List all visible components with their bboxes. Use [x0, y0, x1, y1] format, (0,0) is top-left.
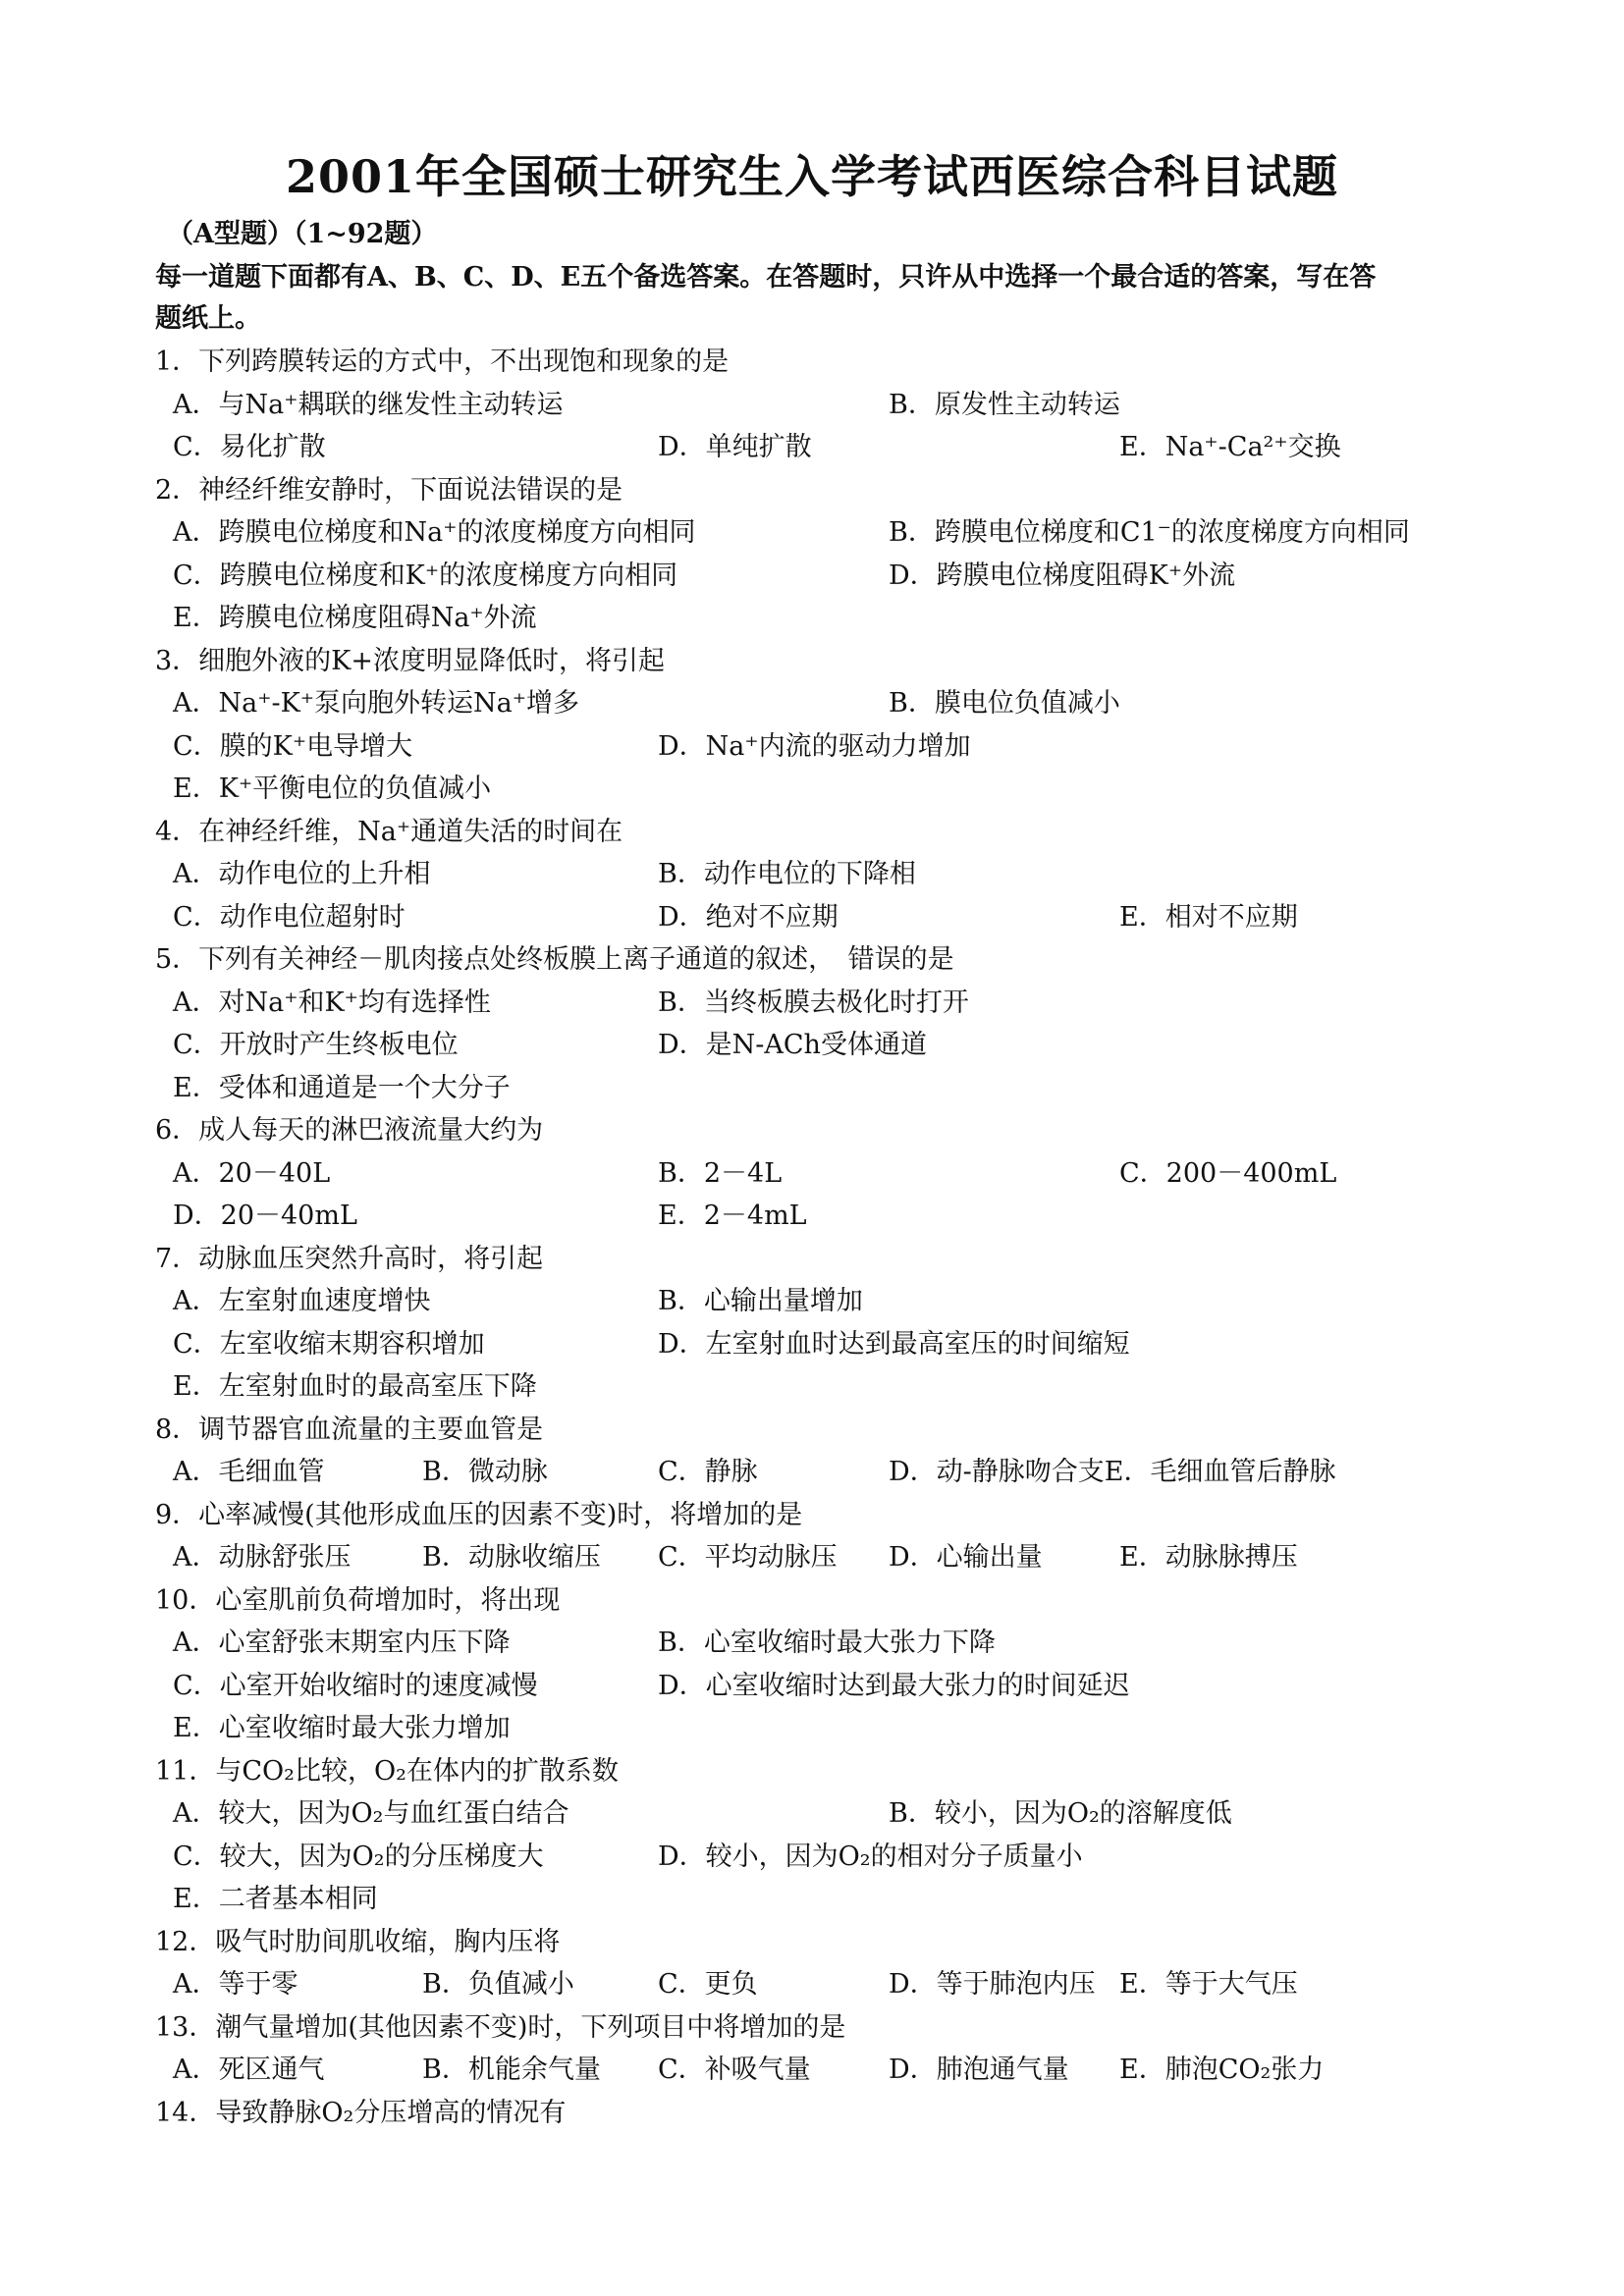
section-label: （A型题）（1~92题） [167, 219, 438, 249]
answer-option: D．左室射血时达到最高室压的时间缩短 [658, 1329, 1130, 1360]
answer-option: B．原发性主动转运 [889, 390, 1120, 420]
answer-option: C．200－400mL [1119, 1158, 1337, 1189]
answer-option: D．Na⁺内流的驱动力增加 [658, 731, 971, 762]
answer-option: D．较小，因为O₂的相对分子质量小 [658, 1842, 1083, 1872]
answer-option: D．心输出量 [889, 1542, 1043, 1573]
question-stem: 5．下列有关神经－肌肉接点处终板膜上离子通道的叙述， 错误的是 [155, 944, 954, 975]
answer-option: A．Na⁺-K⁺泵向胞外转运Na⁺增多 [173, 688, 579, 719]
answer-option: B．当终板膜去极化时打开 [658, 988, 969, 1018]
answer-option: D．20－40mL [173, 1201, 357, 1231]
question-stem: 11．与CO₂比较，O₂在体内的扩散系数 [155, 1756, 619, 1787]
question-stem: 13．潮气量增加(其他因素不变)时，下列项目中将增加的是 [155, 2012, 846, 2043]
answer-option: C．补吸气量 [658, 2055, 811, 2085]
answer-option: C．膜的K⁺电导增大 [173, 731, 413, 762]
answer-option: E．跨膜电位梯度阻碍Na⁺外流 [173, 603, 537, 633]
answer-option: A．动作电位的上升相 [173, 859, 431, 889]
answer-option: B．微动脉 [422, 1457, 548, 1487]
question-stem: 4．在神经纤维，Na⁺通道失活的时间在 [155, 817, 623, 847]
answer-option: A．对Na⁺和K⁺均有选择性 [173, 988, 491, 1018]
answer-option: E．心室收缩时最大张力增加 [173, 1713, 511, 1743]
answer-option: A．与Na⁺耦联的继发性主动转运 [173, 390, 564, 420]
answer-option: B．心输出量增加 [658, 1286, 863, 1316]
answer-option: E．动脉脉搏压 [1119, 1542, 1298, 1573]
answer-option: B．较小，因为O₂的溶解度低 [889, 1798, 1232, 1829]
answer-option: A．死区通气 [173, 2055, 325, 2085]
answer-option: A．等于零 [173, 1969, 298, 2000]
answer-option: D．心室收缩时达到最大张力的时间延迟 [658, 1671, 1130, 1701]
answer-option: C．动作电位超射时 [173, 902, 406, 933]
answer-option: C．静脉 [658, 1457, 758, 1487]
answer-option: D．肺泡通气量 [889, 2055, 1069, 2085]
question-stem: 12．吸气时肋间肌收缩，胸内压将 [155, 1927, 561, 1957]
question-stem: 3．细胞外液的K+浓度明显降低时，将引起 [155, 646, 665, 676]
answer-option: E．相对不应期 [1119, 902, 1298, 933]
answer-option: B．动脉收缩压 [422, 1542, 601, 1573]
answer-option: A．动脉舒张压 [173, 1542, 352, 1573]
answer-option: A．心室舒张末期室内压下降 [173, 1628, 511, 1658]
answer-option: C．平均动脉压 [658, 1542, 838, 1573]
answer-option: C．左室收缩末期容积增加 [173, 1329, 485, 1360]
answer-option: B．跨膜电位梯度和C1⁻的浓度梯度方向相同 [889, 517, 1410, 548]
answer-option: C．更负 [658, 1969, 758, 2000]
answer-option: A．左室射血速度增快 [173, 1286, 431, 1316]
answer-option: E．2－4mL [658, 1201, 807, 1231]
question-stem: 9．心率减慢(其他形成血压的因素不变)时，将增加的是 [155, 1500, 803, 1530]
answer-option: A．毛细血管 [173, 1457, 325, 1487]
answer-option: B．机能余气量 [422, 2055, 601, 2085]
page-title: 2001年全国硕士研究生入学考试西医综合科目试题 [285, 150, 1339, 203]
answer-option: D．跨膜电位梯度阻碍K⁺外流 [889, 561, 1236, 591]
question-stem: 8．调节器官血流量的主要血管是 [155, 1415, 544, 1445]
answer-option: D．绝对不应期 [658, 902, 839, 933]
answer-option: C．较大，因为O₂的分压梯度大 [173, 1842, 544, 1872]
answer-option: A．跨膜电位梯度和Na⁺的浓度梯度方向相同 [173, 517, 696, 548]
question-stem: 7．动脉血压突然升高时，将引起 [155, 1244, 544, 1274]
answer-option: E．K⁺平衡电位的负值减小 [173, 774, 492, 804]
answer-option: C．开放时产生终板电位 [173, 1030, 459, 1060]
answer-option: A．20－40L [173, 1158, 331, 1189]
answer-option: C．心室开始收缩时的速度减慢 [173, 1671, 538, 1701]
answer-option: B．动作电位的下降相 [658, 859, 916, 889]
answer-option: C．跨膜电位梯度和K⁺的浓度梯度方向相同 [173, 561, 678, 591]
answer-option: E．Na⁺-Ca²⁺交换 [1119, 432, 1341, 462]
instructions-line-2: 题纸上。 [155, 303, 261, 334]
answer-option: B．2－4L [658, 1158, 783, 1189]
answer-option: E．左室射血时的最高室压下降 [173, 1371, 537, 1402]
answer-option: A．较大，因为O₂与血红蛋白结合 [173, 1798, 569, 1829]
answer-option: E．受体和通道是一个大分子 [173, 1073, 511, 1103]
answer-option: B．心室收缩时最大张力下降 [658, 1628, 996, 1658]
question-stem: 14．导致静脉O₂分压增高的情况有 [155, 2098, 567, 2128]
answer-option: D．是N-ACh受体通道 [658, 1030, 927, 1060]
answer-option: E．二者基本相同 [173, 1884, 378, 1914]
answer-option: D．单纯扩散 [658, 432, 812, 462]
answer-option: B．膜电位负值减小 [889, 688, 1120, 719]
question-stem: 1．下列跨膜转运的方式中，不出现饱和现象的是 [155, 347, 730, 377]
answer-option: E．肺泡CO₂张力 [1119, 2055, 1325, 2085]
answer-option: E．等于大气压 [1119, 1969, 1298, 2000]
question-stem: 10．心室肌前负荷增加时，将出现 [155, 1585, 561, 1616]
answer-option: C．易化扩散 [173, 432, 326, 462]
instructions-line-1: 每一道题下面都有A、B、C、D、E五个备选答案。在答题时，只许从中选择一个最合适的答案，写在答 [155, 262, 1377, 293]
answer-option: D．等于肺泡内压 [889, 1969, 1096, 2000]
answer-option: D．动-静脉吻合支E．毛细血管后静脉 [889, 1457, 1336, 1487]
question-stem: 6．成人每天的淋巴液流量大约为 [155, 1115, 544, 1146]
answer-option: B．负值减小 [422, 1969, 574, 2000]
question-stem: 2．神经纤维安静时，下面说法错误的是 [155, 475, 623, 506]
